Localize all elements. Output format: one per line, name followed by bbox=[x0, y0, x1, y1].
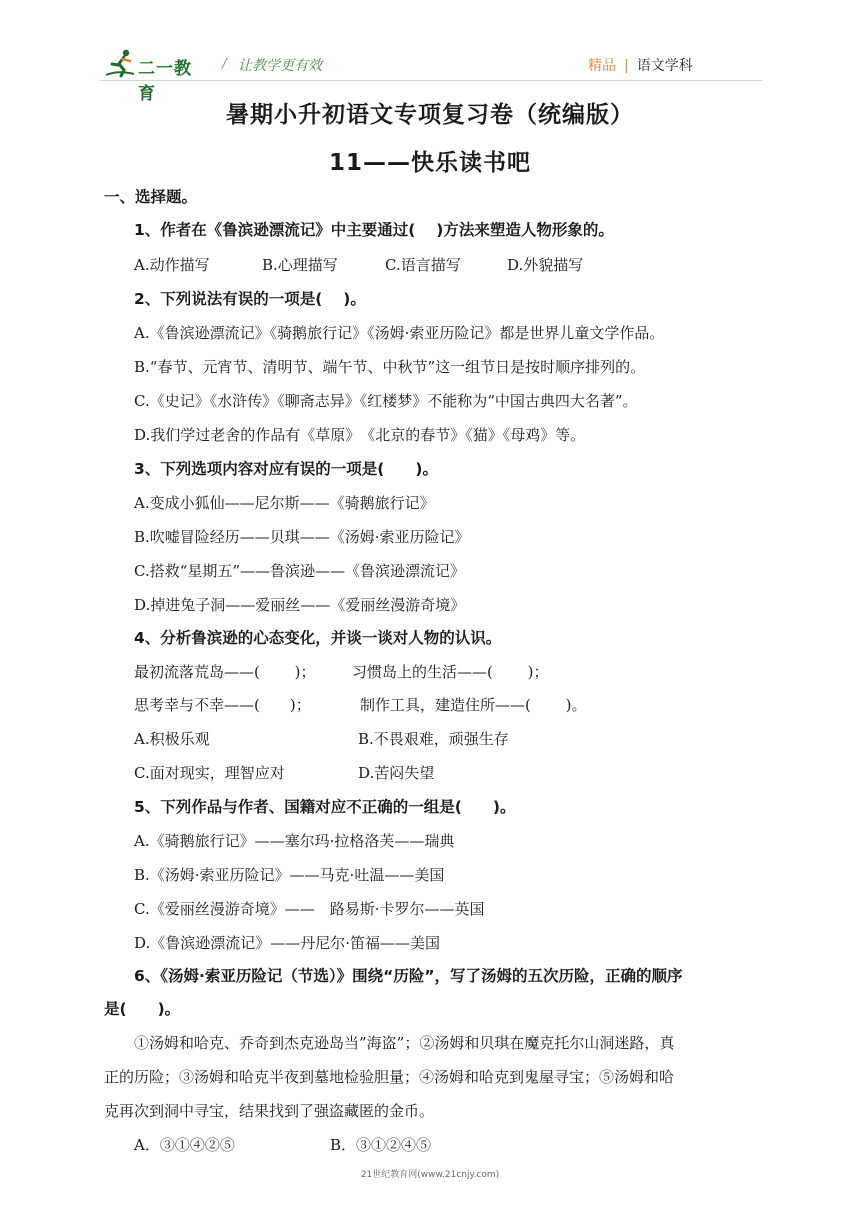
question-4-stem: 4、分析鲁滨逊的心态变化，并谈一谈对人物的认识。 bbox=[134, 629, 502, 647]
q5-option-a: A.《骑鹅旅行记》——塞尔玛·拉格洛芙——瑞典 bbox=[134, 832, 455, 850]
q3-option-a: A.变成小狐仙——尼尔斯——《骑鹅旅行记》 bbox=[134, 494, 435, 512]
page-subtitle: 11——快乐读书吧 bbox=[328, 150, 531, 176]
header-rule bbox=[100, 80, 762, 81]
q1-option-b: B.心理描写 bbox=[262, 256, 338, 274]
runner-logo-icon bbox=[104, 48, 138, 78]
q3-option-d: D.掉进兔子洞——爱丽丝——《爱丽丝漫游奇境》 bbox=[134, 596, 466, 614]
header-divider: | bbox=[624, 58, 629, 74]
slogan: 让教学更有效 bbox=[238, 58, 322, 74]
q4-blank-1: 最初流落荒岛——( )； bbox=[134, 663, 316, 681]
q1-option-d: D.外貌描写 bbox=[507, 256, 584, 274]
q4-blank-2: 习惯岛上的生活——( )； bbox=[352, 663, 549, 681]
q5-option-b: B.《汤姆·索亚历险记》——马克·吐温——美国 bbox=[134, 866, 445, 884]
page-title: 暑期小升初语文专项复习卷（统编版） bbox=[226, 102, 634, 128]
q6-passage-line-1: ①汤姆和哈克、乔奇到杰克逊岛当”海盗”；②汤姆和贝琪在魔克托尔山洞迷路，真 bbox=[134, 1034, 675, 1052]
q2-option-c: C.《史记》《水浒传》《聊斋志异》《红楼梦》不能称为“中国古典四大名著”。 bbox=[134, 392, 638, 410]
q5-option-d: D.《鲁滨逊漂流记》——丹尼尔·笛福——美国 bbox=[134, 934, 441, 952]
q4-option-c: C.面对现实，理智应对 bbox=[134, 764, 285, 782]
question-6-stem-line-2: 是( )。 bbox=[104, 1000, 181, 1018]
q1-option-a: A.动作描写 bbox=[134, 256, 210, 274]
q6-passage-line-3: 克再次到洞中寻宝，结果找到了强盗藏匿的金币。 bbox=[104, 1102, 435, 1120]
question-5-stem: 5、下列作品与作者、国籍对应不正确的一组是( )。 bbox=[134, 798, 516, 816]
subject-label: 语文学科 bbox=[636, 58, 693, 74]
q4-option-d: D.苦闷失望 bbox=[358, 764, 435, 782]
page-footer: 21世纪教育网(www.21cnjy.com) bbox=[360, 1170, 500, 1180]
question-1-stem: 1、作者在《鲁滨逊漂流记》中主要通过( )方法来塑造人物形象的。 bbox=[134, 221, 614, 239]
badge-label: 精品 bbox=[588, 58, 616, 74]
q2-option-b: B.“春节、元宵节、清明节、端午节、中秋节”这一组节日是按时顺序排列的。 bbox=[134, 358, 646, 376]
q1-option-c: C.语言描写 bbox=[385, 256, 461, 274]
q2-option-a: A.《鲁滨逊漂流记》《骑鹅旅行记》《汤姆·索亚历险记》都是世界儿童文学作品。 bbox=[134, 324, 665, 342]
q4-blank-4: 制作工具，建造住所——( )。 bbox=[360, 696, 587, 714]
header-right bbox=[588, 55, 693, 75]
question-2-stem: 2、下列说法有误的一项是( )。 bbox=[134, 290, 366, 308]
question-3-stem: 3、下列选项内容对应有误的一项是( )。 bbox=[134, 460, 438, 478]
q3-option-b: B.吹嘘冒险经历——贝琪——《汤姆·索亚历险记》 bbox=[134, 528, 470, 546]
logo-text: 二一教育 bbox=[138, 59, 192, 104]
question-6-stem-line-1: 6、《汤姆·索亚历险记（节选）》围绕“历险”，写了汤姆的五次历险，正确的顺序 bbox=[134, 967, 683, 985]
q2-option-d: D.我们学过老舍的作品有《草原》 《北京的春节》《猫》《母鸡》等。 bbox=[134, 426, 586, 444]
logo bbox=[104, 48, 194, 104]
q6-passage-line-2: 正的历险；③汤姆和哈克半夜到墓地检验胆量；④汤姆和哈克到鬼屋寻宝；⑤汤姆和哈 bbox=[104, 1068, 675, 1086]
slogan-separator: / bbox=[222, 56, 227, 72]
section-heading: 一、选择题。 bbox=[104, 188, 198, 206]
q4-option-a: A.积极乐观 bbox=[134, 730, 210, 748]
q6-option-b: B．③①②④⑤ bbox=[330, 1136, 432, 1154]
q4-option-b: B.不畏艰难，顽强生存 bbox=[358, 730, 509, 748]
page-header bbox=[0, 0, 860, 104]
q5-option-c: C.《爱丽丝漫游奇境》—— 路易斯·卡罗尔——英国 bbox=[134, 900, 485, 918]
q6-option-a: A．③①④②⑤ bbox=[134, 1136, 235, 1154]
q4-blank-3: 思考幸与不幸——( )； bbox=[134, 696, 311, 714]
q3-option-c: C.搭救“星期五”——鲁滨逊——《鲁滨逊漂流记》 bbox=[134, 562, 466, 580]
